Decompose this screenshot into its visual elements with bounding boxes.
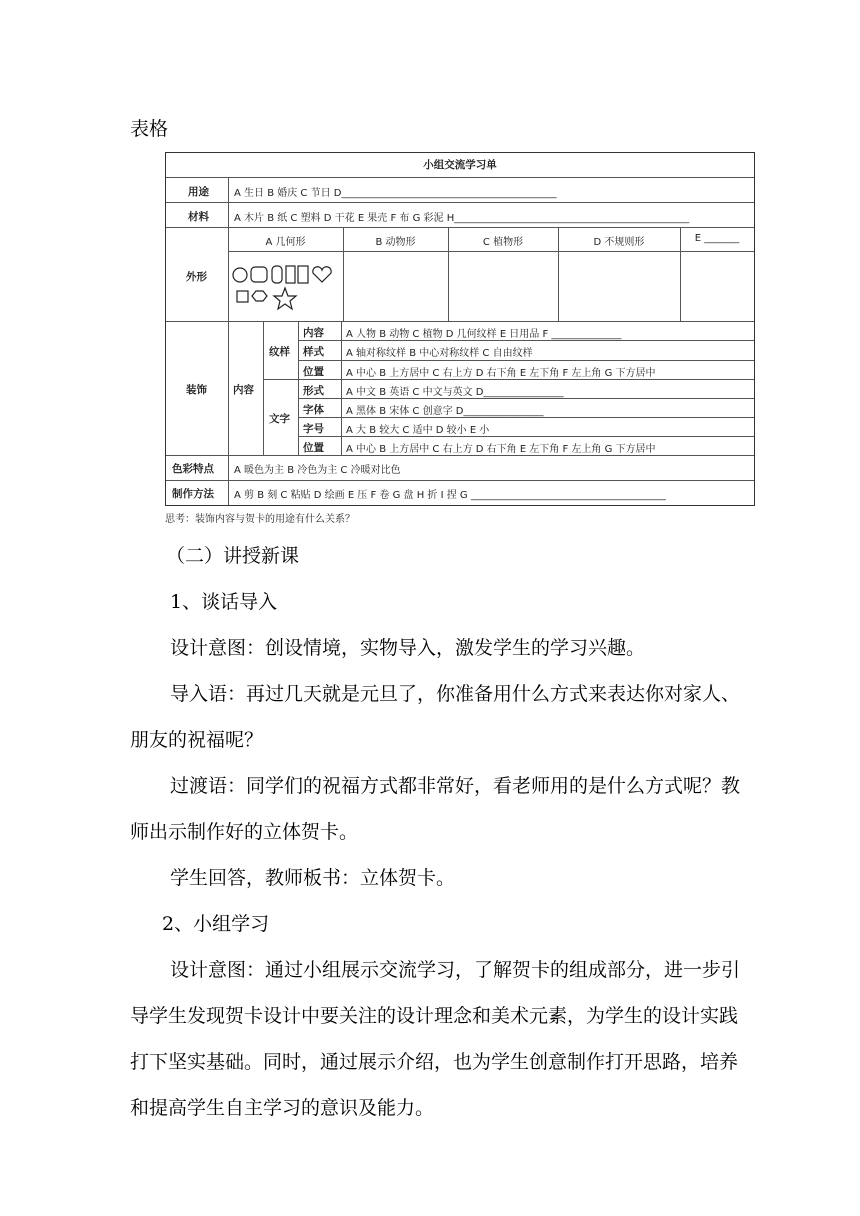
grid-line [166,177,754,178]
worksheet-title: 小组交流学习单 [423,159,497,171]
sub-label: 形式 [303,385,324,397]
decoration-content-label: 内容 [233,384,254,396]
shape-col-geometric: A 几何形 [265,237,306,248]
paragraph: 导入语：再过几天就是元旦了，你准备用什么方式来表达你对家人、朋友的祝福呢？ [130,683,741,751]
grid-line [298,417,754,418]
row-use-options: A 生日 B 婚庆 C 节日 D___________________________________________ [234,188,557,199]
sub-value: A 轴对称纹样 B 中心对称纹样 C 自由纹样 [346,348,533,359]
section-title: （二）讲授新课 [166,545,300,567]
sub-value: A 中心 B 上方居中 C 右上方 D 右下角 E 左下角 F 左上角 G 下方居中 [346,444,656,455]
paragraph: 学生回答，教师板书：立体贺卡。 [170,867,456,889]
grid-line [166,455,754,456]
worksheet-note: 思考：装饰内容与贺卡的用途有什么关系？ [165,514,355,525]
grid-line [263,379,754,380]
sub-value: A 大 B 较大 C 适中 D 较小 E 小 [346,425,490,436]
grid-line [298,340,754,341]
item-heading: 2、小组学习 [162,913,270,935]
shape-col-other: E _______ [694,233,740,244]
grid-line [166,480,754,481]
grid-line [166,321,754,322]
shape-col-animal: B 动物形 [375,237,416,248]
grid-line [166,202,754,203]
sub-label: 内容 [303,327,324,339]
grid-line [298,436,754,437]
paragraph: 过渡语：同学们的祝福方式都非常好，看老师用的是什么方式呢？教师出示制作好的立体贺卡。 [130,775,741,843]
shape-col-irregular: D 不规则形 [593,237,645,248]
group-worksheet-table [165,152,755,506]
grid-line [228,251,754,252]
sub-label: 字号 [303,423,324,435]
row-label-material: 材料 [188,211,209,223]
row-label-use: 用途 [188,186,209,198]
row-label-shape: 外形 [186,271,207,283]
sub-label: 样式 [303,346,324,358]
grid-line [166,227,754,228]
sub-value: A 黑体 B 宋体 C 创意字 D________________ [346,406,544,417]
decoration-text-label: 文字 [269,413,290,425]
row-color-options: A 暖色为主 B 冷色为主 C 冷暖对比色 [234,465,401,476]
grid-line [263,321,264,455]
paragraph: 设计意图：通过小组展示交流学习，了解贺卡的组成部分，进一步引导学生发现贺卡设计中要关注的设计理念和美术元素，为学生的设计实践打下坚实基础。同时，通过展示介绍，也为学生创意制作打开思路，培养和提高学生自主学习的意识及能力。 [130,959,741,1119]
grid-line [298,398,754,399]
row-label-method: 制作方法 [172,488,214,500]
grid-line [341,321,342,455]
grid-line [228,177,229,505]
geometric-shapes-icon [230,261,342,311]
sub-label: 位置 [303,442,324,454]
row-method-options: A 剪 B 刻 C 粘贴 D 绘画 E 压 F 卷 G 盘 H 折 I 捏 G _______________________________________ [234,490,666,501]
sub-value: A 中文 B 英语 C 中文与英文 D________________ [346,387,564,398]
shape-col-plant: C 植物形 [482,237,524,248]
decoration-pattern-label: 纹样 [269,346,290,358]
paragraph: 设计意图：创设情境，实物导入，激发学生的学习兴趣。 [170,637,646,659]
row-label-decoration: 装饰 [186,384,207,396]
sub-value: A 中心 B 上方居中 C 右上方 D 右下角 E 左下角 F 左上角 G 下方居中 [346,368,656,379]
grid-line [298,321,299,455]
grid-line [298,360,754,361]
sub-label: 字体 [303,404,324,416]
item-heading: 1、谈话导入 [170,591,278,613]
section-heading: 表格 [130,118,169,140]
sub-label: 位置 [303,366,324,378]
sub-value: A 人物 B 动物 C 植物 D 几何纹样 E 日用品 F ______________ [346,329,622,340]
row-material-options: A 木片 B 纸 C 塑料 D 干花 E 果壳 F 布 G 彩泥 H_______________________________________________ [234,213,690,224]
row-label-color: 色彩特点 [172,463,214,475]
